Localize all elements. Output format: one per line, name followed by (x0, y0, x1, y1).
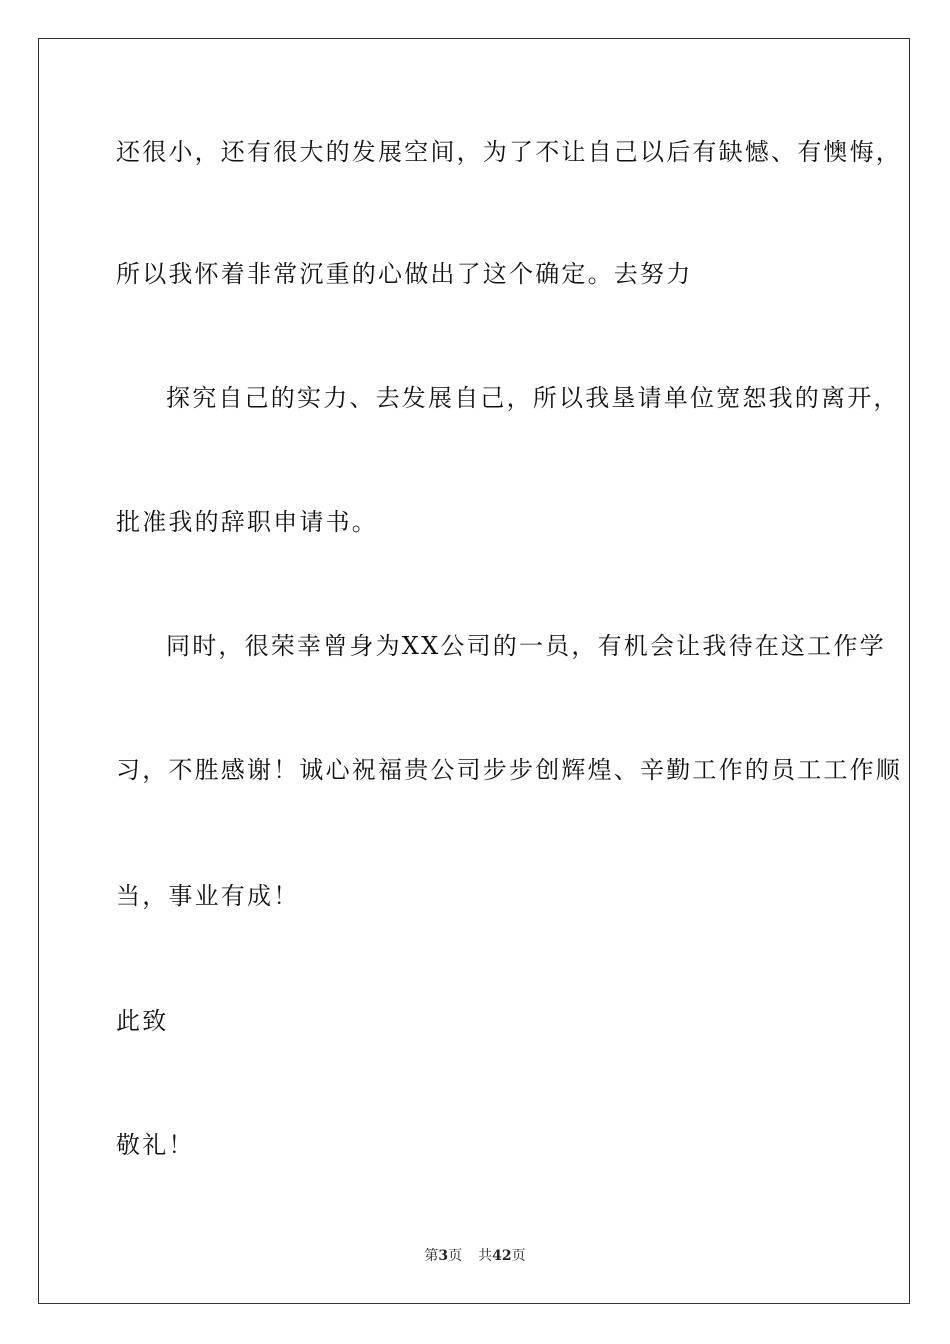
footer-total-suffix: 页 (511, 1248, 526, 1264)
text-line-6: 习，不胜感谢！诚心祝福贵公司步步创辉煌、辛勤工作的员工工作顺 (116, 756, 902, 784)
text-line-2: 所以我怀着非常沉重的心做出了这个确定。去努力 (116, 260, 693, 288)
text-line-5: 同时，很荣幸曾身为XX公司的一员，有机会让我待在这工作学 (166, 632, 886, 660)
text-line-8: 此致 (116, 1007, 169, 1035)
footer-page-number: 3 (438, 1248, 449, 1264)
text-line-3: 探究自己的实力、去发展自己，所以我垦请单位宽恕我的离开， (166, 384, 900, 412)
text-line-4: 批准我的辞职申请书。 (116, 508, 378, 536)
text-line-1: 还很小，还有很大的发展空间，为了不让自己以后有缺憾、有懊悔， (116, 138, 902, 166)
text-line-7: 当，事业有成！ (116, 882, 300, 910)
footer-page-suffix: 页 (448, 1248, 463, 1264)
footer-page-prefix: 第 (424, 1248, 439, 1264)
footer-total-pages: 42 (492, 1248, 512, 1264)
footer-total-prefix: 共 (478, 1248, 493, 1264)
page-footer (0, 1247, 950, 1265)
page-border (38, 38, 910, 1304)
text-line-9: 敬礼！ (116, 1131, 195, 1159)
